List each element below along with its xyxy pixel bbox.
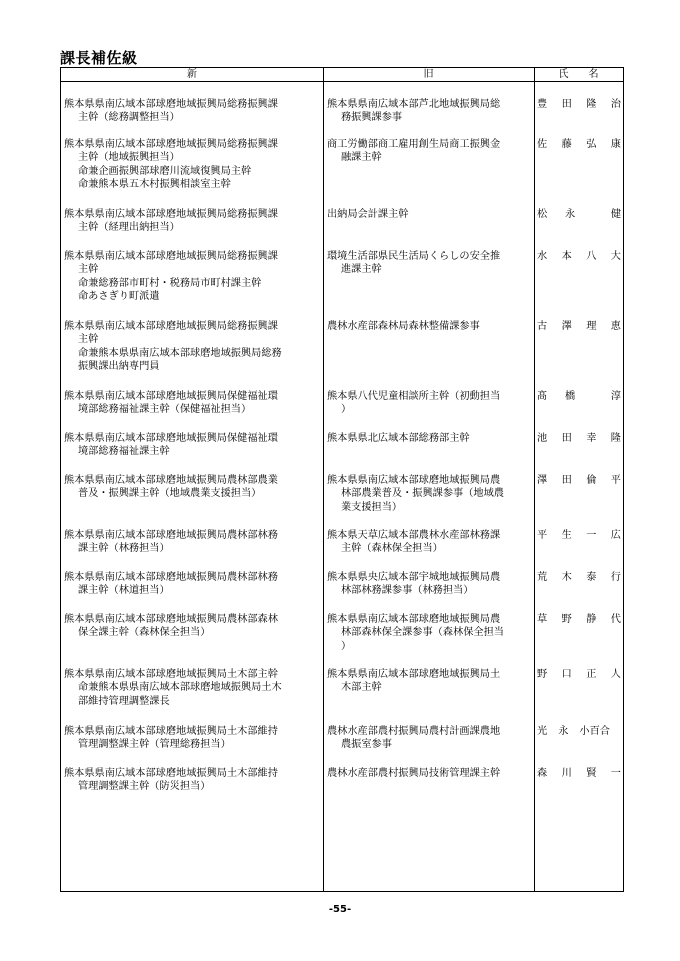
old-position — [327, 529, 534, 556]
name-char: 田 — [561, 433, 572, 444]
new-position-line: 命兼熊本県五木村振興相談室主幹 — [78, 178, 231, 190]
old-position — [327, 250, 534, 277]
old-position-line: 務振興課参事 — [341, 112, 403, 124]
header-name: 氏名 — [558, 69, 619, 80]
new-position-line: 主幹（地域振興担当） — [78, 152, 180, 164]
old-position-line: 農林水産部農村振興局農村計画課農地 — [327, 726, 501, 737]
new-position-line: 保全課主幹（森林保全担当） — [78, 627, 211, 639]
new-position-line: 部維持管理調整課長 — [78, 695, 170, 707]
person-name — [537, 390, 621, 404]
name-char: 田 — [561, 475, 572, 486]
new-position-line: 境部総務福祉課主幹（保健福祉担当） — [78, 404, 252, 416]
new-position-line: 主幹 — [78, 334, 99, 346]
name-char: 野 — [537, 669, 548, 680]
old-position-line: 林部林務課参事（林務担当） — [341, 585, 474, 597]
name-char: 池 — [537, 433, 548, 444]
page-title: 課長補佐級 — [60, 49, 138, 67]
old-position-line: ） — [341, 404, 352, 416]
name-char: 隆 — [586, 99, 597, 110]
old-position-line: 商工労働部商工雇用創生局商工振興金 — [327, 139, 501, 150]
new-position-line: 課主幹（林道担当） — [78, 585, 170, 597]
person-name — [537, 767, 621, 781]
name-char: 光 — [537, 726, 548, 737]
name-char: 代 — [610, 614, 621, 625]
person-name — [537, 668, 621, 682]
old-position-line: 農振室参事 — [341, 739, 392, 751]
header-new: 新 — [187, 69, 197, 80]
name-char: 康 — [610, 139, 621, 150]
name-char: 弘 — [586, 139, 597, 150]
new-position-line: 普及・振興課主幹（地域農業支援担当） — [78, 488, 262, 500]
old-position-line: 出納局会計課主幹 — [327, 209, 409, 220]
name-char: 平 — [537, 530, 548, 541]
old-position-line: ） — [341, 640, 352, 652]
old-position-line: 熊本県県北広域本部総務部主幹 — [327, 433, 470, 444]
name-char: 野 — [561, 614, 572, 625]
name-char: 恵 — [610, 321, 621, 332]
person-name — [537, 613, 621, 627]
old-position-line: 熊本県県南広域本部芦北地域振興局総 — [327, 99, 501, 110]
column-divider — [323, 68, 324, 891]
new-position — [64, 208, 322, 235]
old-position-line: 熊本県県南広域本部球磨地域振興局土 — [327, 669, 501, 680]
old-position — [327, 725, 534, 752]
old-position — [327, 138, 534, 165]
person-name — [537, 474, 621, 488]
name-char: 一 — [586, 530, 597, 541]
name-char: 広 — [610, 530, 621, 541]
person-name — [537, 725, 621, 739]
old-position-line: 木部主幹 — [341, 682, 382, 694]
name-char: 正 — [586, 669, 597, 680]
new-position-line: 熊本県県南広域本部球磨地域振興局土木部維持 — [64, 726, 278, 737]
new-position-line: 命兼熊本県県南広域本部球磨地域振興局土木 — [78, 682, 282, 694]
new-position-line: 熊本県県南広域本部球磨地域振興局総務振興課 — [64, 209, 278, 220]
new-position — [64, 390, 322, 417]
new-position — [64, 668, 322, 708]
name-char: 静 — [586, 614, 597, 625]
personnel-table — [60, 67, 624, 892]
old-position-line: 農林水産部農村振興局技術管理課主幹 — [327, 768, 501, 779]
new-position — [64, 320, 322, 373]
column-divider — [534, 68, 535, 891]
name-char: 生 — [561, 530, 572, 541]
old-position — [327, 767, 534, 780]
name-char: 川 — [561, 768, 572, 779]
old-position-line: 熊本県県央広域本部宇城地域振興局農 — [327, 572, 501, 583]
new-position-line: 熊本県県南広域本部球磨地域振興局農林部農業 — [64, 475, 278, 486]
old-position-line: 熊本県県南広域本部球磨地域振興局農 — [327, 614, 501, 625]
new-position-line: 熊本県県南広域本部球磨地域振興局農林部林務 — [64, 530, 278, 541]
name-char: 倫 — [586, 475, 597, 486]
name-char: 隆 — [610, 433, 621, 444]
old-position — [327, 474, 534, 514]
old-position — [327, 320, 534, 333]
new-position-line: 命兼熊本県県南広域本部球磨地域振興局総務 — [78, 347, 282, 359]
new-position-line: 主幹（経理出納担当） — [78, 222, 180, 234]
old-position-line: 熊本県天草広域本部農林水産部林務課 — [327, 530, 501, 541]
new-position-line: 熊本県県南広域本部球磨地域振興局保健福祉環 — [64, 391, 278, 402]
new-position — [64, 138, 322, 191]
new-position-line: 主幹 — [78, 264, 99, 276]
name-char: 松 — [537, 209, 548, 220]
header-old: 旧 — [423, 69, 434, 80]
old-position-line: 林部農業普及・振興課参事（地域農 — [341, 488, 504, 500]
new-position — [64, 98, 322, 125]
new-position-line: 熊本県県南広域本部球磨地域振興局総務振興課 — [64, 251, 278, 262]
name-char: 一 — [610, 768, 621, 779]
name-char: 口 — [561, 669, 572, 680]
new-position-line: 境部総務福祉課主幹 — [78, 446, 170, 458]
name-char: 淳 — [610, 391, 621, 402]
old-position-line: 熊本県八代児童相談所主幹（初動担当 — [327, 391, 501, 402]
name-char: 澤 — [561, 321, 572, 332]
new-position-line: 管理調整課主幹（管理総務担当） — [78, 739, 231, 751]
name-char: 賢 — [586, 768, 597, 779]
new-position-line: 課主幹（林務担当） — [78, 543, 170, 555]
new-position-line: 熊本県県南広域本部球磨地域振興局農林部森林 — [64, 614, 278, 625]
old-position-line: 環境生活部県民生活局くらしの安全推 — [327, 251, 501, 262]
person-name — [537, 98, 621, 112]
name-char: 田 — [561, 99, 572, 110]
name-char: 泰 — [586, 572, 597, 583]
name-char: 草 — [537, 614, 548, 625]
old-position-line: 林部森林保全課参事（森林保全担当 — [341, 627, 504, 639]
name-char: 健 — [610, 209, 621, 220]
old-position-line: 熊本県県南広域本部球磨地域振興局農 — [327, 475, 501, 486]
new-position-line: 振興課出納専門員 — [78, 360, 160, 372]
person-name — [537, 529, 621, 543]
name-char: 平 — [610, 475, 621, 486]
new-position — [64, 613, 322, 640]
name-char: 古 — [537, 321, 548, 332]
new-position-line: 熊本県県南広域本部球磨地域振興局保健福祉環 — [64, 433, 278, 444]
new-position-line: 熊本県県南広域本部球磨地域振興局総務振興課 — [64, 139, 278, 150]
name-char: 永 — [558, 726, 569, 737]
old-position — [327, 98, 534, 125]
new-position-line: 熊本県県南広域本部球磨地域振興局農林部林務 — [64, 572, 278, 583]
name-char: 藤 — [561, 139, 572, 150]
name-char: 水 — [537, 251, 548, 262]
new-position — [64, 474, 322, 501]
new-position-line: 熊本県県南広域本部球磨地域振興局総務振興課 — [64, 99, 278, 110]
new-position-line: 主幹（総務調整担当） — [78, 112, 180, 124]
old-position — [327, 613, 534, 653]
page-number: -55- — [328, 904, 352, 915]
person-name — [537, 571, 621, 585]
new-position — [64, 571, 322, 598]
person-name — [537, 432, 621, 446]
new-position — [64, 529, 322, 556]
old-position-line: 農林水産部森林局森林整備課参事 — [327, 321, 480, 332]
name-char: 永 — [565, 209, 576, 220]
old-position-line: 進課主幹 — [341, 264, 382, 276]
old-position — [327, 432, 534, 445]
name-char: 荒 — [537, 572, 548, 583]
new-position — [64, 725, 322, 752]
header-divider — [61, 81, 623, 82]
new-position-line: 管理調整課主幹（防災担当） — [78, 781, 211, 793]
name-char: 佐 — [537, 139, 548, 150]
name-char: 八 — [586, 251, 597, 262]
old-position-line: 融課主幹 — [341, 152, 382, 164]
name-char: 理 — [586, 321, 597, 332]
old-position — [327, 208, 534, 221]
person-name — [537, 208, 621, 222]
name-char: 幸 — [586, 433, 597, 444]
name-char: 髙 — [537, 391, 548, 402]
name-char: 大 — [610, 251, 621, 262]
person-name — [537, 138, 621, 152]
person-name — [537, 250, 621, 264]
new-position-line: 命兼企画振興部球磨川流域復興局主幹 — [78, 165, 252, 177]
new-position — [64, 250, 322, 303]
old-position — [327, 390, 534, 417]
name-char: 橋 — [565, 391, 576, 402]
new-position-line: 熊本県県南広域本部球磨地域振興局土木部主幹 — [64, 669, 278, 680]
old-position-line: 主幹（森林保全担当） — [341, 543, 443, 555]
old-position — [327, 668, 534, 695]
new-position-line: 熊本県県南広域本部球磨地域振興局土木部維持 — [64, 768, 278, 779]
name-char: 豊 — [537, 99, 548, 110]
name-char: 本 — [561, 251, 572, 262]
name-char: 治 — [610, 99, 621, 110]
name-char: 小百合 — [579, 726, 610, 737]
name-char: 木 — [561, 572, 572, 583]
new-position-line: 命あさぎり町派遣 — [78, 290, 160, 302]
person-name — [537, 320, 621, 334]
new-position-line: 命兼総務部市町村・税務局市町村課主幹 — [78, 277, 262, 289]
name-char: 人 — [610, 669, 621, 680]
old-position — [327, 571, 534, 598]
new-position — [64, 767, 322, 794]
name-char: 行 — [610, 572, 621, 583]
new-position — [64, 432, 322, 459]
name-char: 森 — [537, 768, 548, 779]
old-position-line: 業支援担当） — [341, 501, 403, 513]
new-position-line: 熊本県県南広域本部球磨地域振興局総務振興課 — [64, 321, 278, 332]
name-char: 澤 — [537, 475, 548, 486]
